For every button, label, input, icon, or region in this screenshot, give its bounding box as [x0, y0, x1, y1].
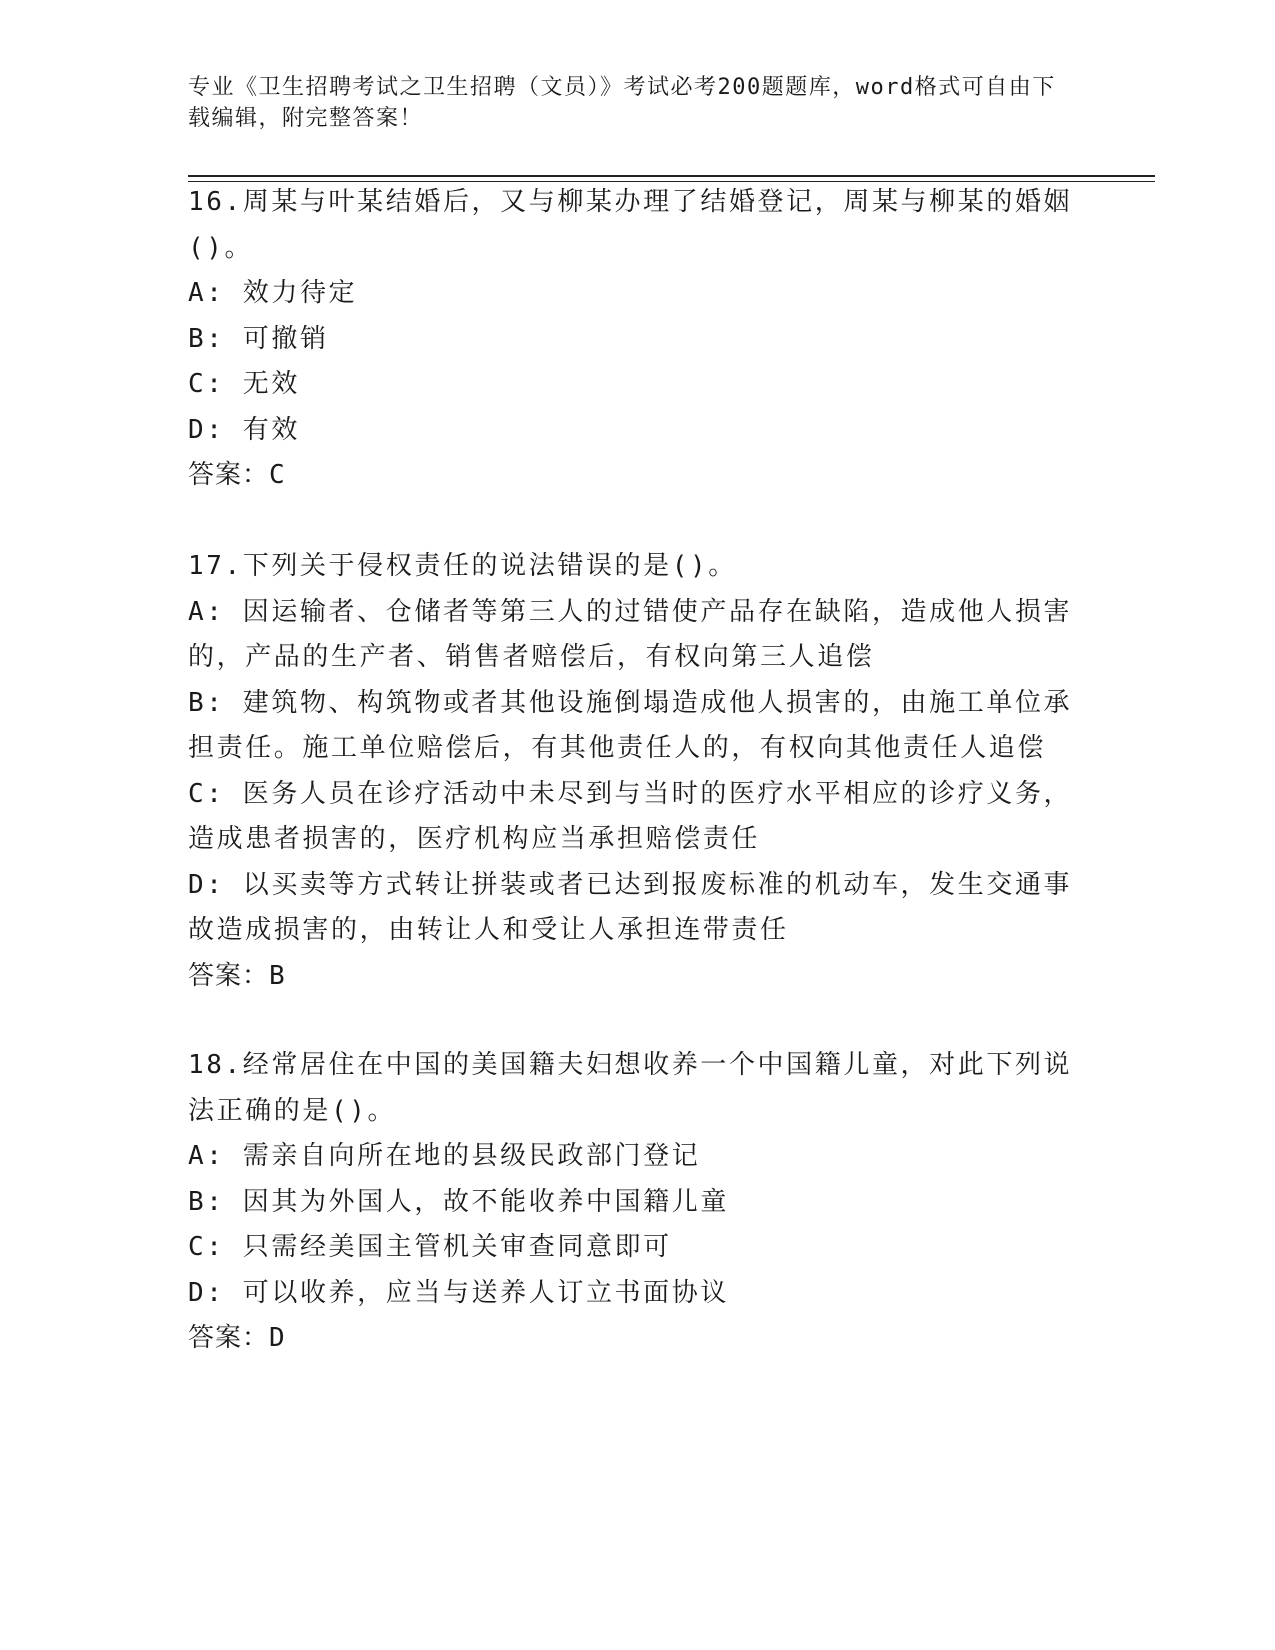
option-b: B: 可撤销	[188, 323, 329, 354]
option-d: D: 以买卖等方式转让拼装或者已达到报废标准的机动车，发生交通事故造成损害的，由转让人和受让人承担连带责任	[188, 869, 1073, 945]
option-a: A: 因运输者、仓储者等第三人的过错使产品存在缺陷，造成他人损害的，产品的生产者、销售者赔偿后，有权向第三人追偿	[188, 596, 1073, 672]
header-divider-thick	[188, 175, 1155, 177]
answer-value: D	[269, 1323, 286, 1353]
answer-label: 答案：	[188, 960, 270, 991]
answer-value: C	[269, 460, 286, 490]
answer-line	[188, 453, 1088, 499]
option-a: A: 效力待定	[188, 278, 358, 308]
option-d: D: 有效	[188, 414, 300, 445]
question-stem: 16.周某与叶某结婚后，又与柳某办理了结婚登记，周某与柳某的婚姻()。	[188, 187, 1073, 263]
option-b: B: 因其为外国人，故不能收养中国籍儿童	[188, 1186, 729, 1217]
question-stem: 17.下列关于侵权责任的说法错误的是()。	[188, 551, 737, 581]
option-c: C: 只需经美国主管机关审查同意即可	[188, 1232, 672, 1262]
answer-line	[188, 954, 1088, 1000]
question-stem: 18.经常居住在中国的美国籍夫妇想收养一个中国籍儿童，对此下列说法正确的是()。	[188, 1050, 1073, 1126]
answer-line	[188, 1316, 1088, 1362]
question-18	[188, 1043, 1088, 1362]
option-d: D: 可以收养，应当与送养人订立书面协议	[188, 1277, 729, 1308]
answer-value: B	[269, 960, 286, 991]
answer-label: 答案：	[188, 460, 270, 490]
document-intro: 专业《卫生招聘考试之卫生招聘（文员）》考试必考200题题库，word格式可自由下载编辑，附完整答案！	[188, 75, 1056, 131]
answer-label: 答案：	[188, 1323, 270, 1353]
question-16	[188, 180, 1088, 499]
option-c: C: 医务人员在诊疗活动中未尽到与当时的医疗水平相应的诊疗义务，造成患者损害的，医疗机构应当承担赔偿责任	[188, 778, 1073, 854]
option-c: C: 无效	[188, 369, 300, 399]
question-17	[188, 544, 1088, 999]
option-b: B: 建筑物、构筑物或者其他设施倒塌造成他人损害的，由施工单位承担责任。施工单位赔偿后，有其他责任人的，有权向其他责任人追偿	[188, 687, 1073, 763]
option-a: A: 需亲自向所在地的县级民政部门登记	[188, 1141, 701, 1171]
